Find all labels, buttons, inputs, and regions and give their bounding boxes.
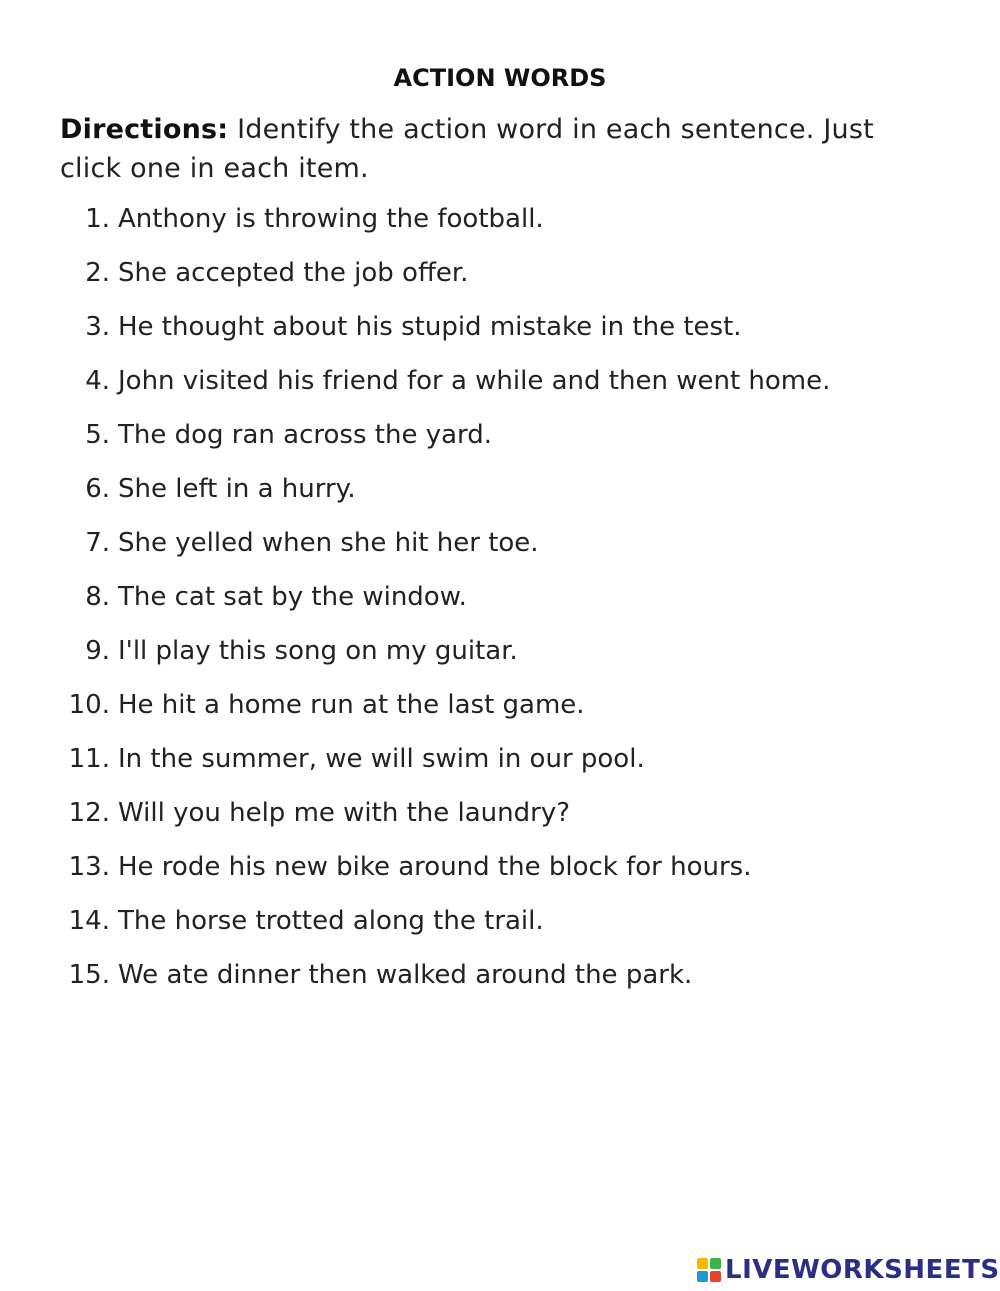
sentence-item	[0, 251, 1000, 305]
item-number: 11.	[68, 744, 110, 774]
directions	[60, 110, 920, 188]
sentence-item	[0, 197, 1000, 251]
item-sentence[interactable]: John visited his friend for a while and then went home.	[118, 366, 831, 396]
sentence-item	[0, 359, 1000, 413]
item-sentence[interactable]: She yelled when she hit her toe.	[118, 528, 539, 558]
liveworksheets-logo	[697, 1252, 1000, 1288]
item-number: 7.	[85, 528, 110, 558]
item-number: 13.	[68, 852, 110, 882]
item-sentence[interactable]: I'll play this song on my guitar.	[118, 636, 518, 666]
sentence-item	[0, 575, 1000, 629]
item-sentence[interactable]: The horse trotted along the trail.	[118, 906, 544, 936]
item-number: 3.	[85, 312, 110, 342]
item-number: 4.	[85, 366, 110, 396]
item-number: 12.	[68, 798, 110, 828]
item-number: 14.	[68, 906, 110, 936]
sentence-item	[0, 899, 1000, 953]
item-sentence[interactable]: The dog ran across the yard.	[118, 420, 493, 450]
worksheet-title: ACTION WORDS	[393, 64, 607, 92]
sentence-item	[0, 953, 1000, 1007]
directions-text: Identify the action word in each sentence. Just click one in each item.	[60, 114, 874, 184]
logo-text: LIVEWORKSHEETS	[725, 1255, 1000, 1285]
item-sentence[interactable]: Will you help me with the laundry?	[118, 798, 571, 828]
item-number: 15.	[68, 960, 110, 990]
sentence-item	[0, 845, 1000, 899]
item-number: 10.	[68, 690, 110, 720]
item-number: 5.	[85, 420, 110, 450]
sentence-item	[0, 737, 1000, 791]
item-sentence[interactable]: She accepted the job offer.	[118, 258, 469, 288]
item-sentence[interactable]: The cat sat by the window.	[118, 582, 467, 612]
sentence-item	[0, 629, 1000, 683]
item-sentence[interactable]: In the summer, we will swim in our pool.	[118, 744, 645, 774]
liveworksheets-logo-icon	[697, 1258, 721, 1282]
item-sentence[interactable]: She left in a hurry.	[118, 474, 356, 504]
item-number: 8.	[85, 582, 110, 612]
sentence-item	[0, 791, 1000, 845]
logo-square-green	[710, 1258, 721, 1269]
sentence-item	[0, 683, 1000, 737]
item-number: 6.	[85, 474, 110, 504]
item-sentence[interactable]: He rode his new bike around the block for hours.	[118, 852, 752, 882]
item-sentence[interactable]: We ate dinner then walked around the park.	[118, 960, 693, 990]
sentence-list	[0, 197, 1000, 1007]
item-sentence[interactable]: Anthony is throwing the football.	[118, 204, 544, 234]
item-sentence[interactable]: He thought about his stupid mistake in the test.	[118, 312, 742, 342]
item-sentence[interactable]: He hit a home run at the last game.	[118, 690, 585, 720]
sentence-item	[0, 521, 1000, 575]
item-number: 1.	[85, 204, 110, 234]
sentence-item	[0, 305, 1000, 359]
sentence-item	[0, 413, 1000, 467]
logo-square-red	[710, 1271, 721, 1282]
sentence-item	[0, 467, 1000, 521]
logo-square-blue	[697, 1271, 708, 1282]
directions-label: Directions:	[60, 114, 229, 145]
item-number: 2.	[85, 258, 110, 288]
item-number: 9.	[85, 636, 110, 666]
logo-square-yellow	[697, 1258, 708, 1269]
